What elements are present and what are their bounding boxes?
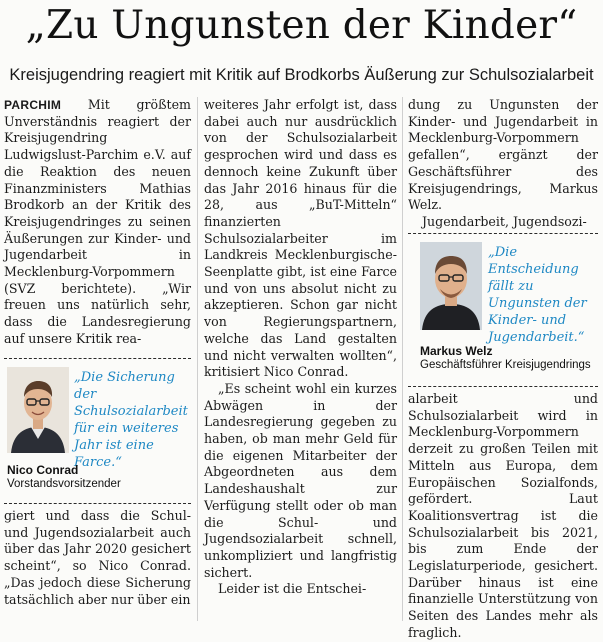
headline: „Zu Ungunsten der Kinder“	[25, 3, 578, 48]
paragraph: dung zu Ungunsten der Kinder- und Jugendarbeit in Mecklenburg-Vorpommern gefallen“, ergänzt der Geschäftsführer des Kreisjugendrings, Markus Welz.	[408, 97, 598, 213]
caption-role: Geschäftsführer Kreisjugendrings	[420, 359, 591, 371]
caption-role: Vorstandsvorsitzender	[7, 478, 121, 490]
article-column-1	[4, 97, 191, 348]
photo-caption	[7, 463, 191, 491]
article-column-1-continued	[4, 508, 191, 608]
paragraph	[4, 97, 191, 348]
paragraph: Jugendarbeit, Jugendsozi-	[422, 213, 587, 229]
photo-caption	[420, 344, 598, 372]
portrait-photo	[7, 367, 69, 453]
paragraph: alarbeit und Schulsozialarbeit wird in Mecklenburg-Vorpommern derzeit zu großen Teilen mit Mitteln aus Europa, dem Europäischen Sozialfonds, gefördert. Laut Koalitionsvertrag ist die Schulsozialarbeit bis 2021, bis zum Ende der Legislaturperiode, gesichert. Darüber hinaus ist eine finanzielle Unterstützung von Seiten des Landes mehr als fraglich.	[408, 391, 598, 640]
paragraph: giert und dass die Schul- und Jugendsozialarbeit auch über das Jahr 2020 gesichert scheint“, so Nico Conrad. „Das jedoch diese Sicherung tatsächlich aber nur über ein	[4, 508, 191, 607]
article-column-3	[408, 97, 598, 231]
column-rule	[197, 97, 198, 621]
paragraph: weiteres Jahr erfolgt ist, dass dabei auch nur ausdrücklich von der Schulsozialarbeit gesprochen wird und dass es dennoch keine Zukunft über das Jahr 2016 hinaus für die 28, aus „BuT-Mitteln“ finanzierten Schulsozialarbeiter im Landkreis Mecklenburgische-Seenplatte gibt, ist eine Farce und von uns absolut nicht zu akzeptieren. Schon gar nicht von Regierungspartnern, welche das Land gestalten und nicht verwalten wollten“, kritisiert Nico Conrad.	[204, 97, 397, 380]
quote-box-markus-welz	[408, 233, 598, 387]
paragraph: „Es scheint wohl ein kurzes Abwägen in der Landesregierung gegeben zu haben, ob man mehr Geld für die eigenen Mitarbeiter der Abgeordneten aus dem Landeshaushalt zur Verfügung stellt oder ob man die Schul- und Jugendsozialarbeit schnell, unkompliziert und langfristig sichert.	[204, 380, 397, 580]
pull-quote: „Die Entscheidung fällt zu Ungunsten der Kinder- und Jugendarbeit.“	[488, 245, 587, 345]
article-column-2	[204, 97, 397, 598]
dateline: PARCHIM	[4, 98, 62, 112]
caption-name: Nico Conrad	[7, 463, 79, 477]
portrait-photo	[420, 242, 482, 330]
paragraph-text: Mit größtem Unverständnis reagiert der Kreisjugendring Ludwigslust-Parchim e.V. auf die Reaktion des neuen Finanzministers Mathias Brodkorb an der Kritik des Kreisjugendringes zu seinen Äußerungen zur Kinder- und Jugendarbeit in Mecklenburg-Vorpommern (SVZ berichtete). „Wir freuen uns natürlich sehr, dass die Landesregierung auf unsere Kritik rea-	[4, 97, 191, 346]
subheadline: Kreisjugendring reagiert mit Kritik auf Brodkorbs Äußerung zur Schulsozialarbeit	[9, 66, 594, 84]
column-rule	[402, 97, 403, 621]
article-column-3-continued	[408, 391, 598, 642]
quote-box-nico-conrad	[4, 358, 191, 504]
caption-name: Markus Welz	[420, 344, 493, 358]
pull-quote: „Die Sicherung der Schulsozialarbeit für ein weiteres Jahr ist eine Farce.“	[74, 370, 188, 470]
paragraph: Leider ist die Entschei-	[218, 581, 367, 597]
